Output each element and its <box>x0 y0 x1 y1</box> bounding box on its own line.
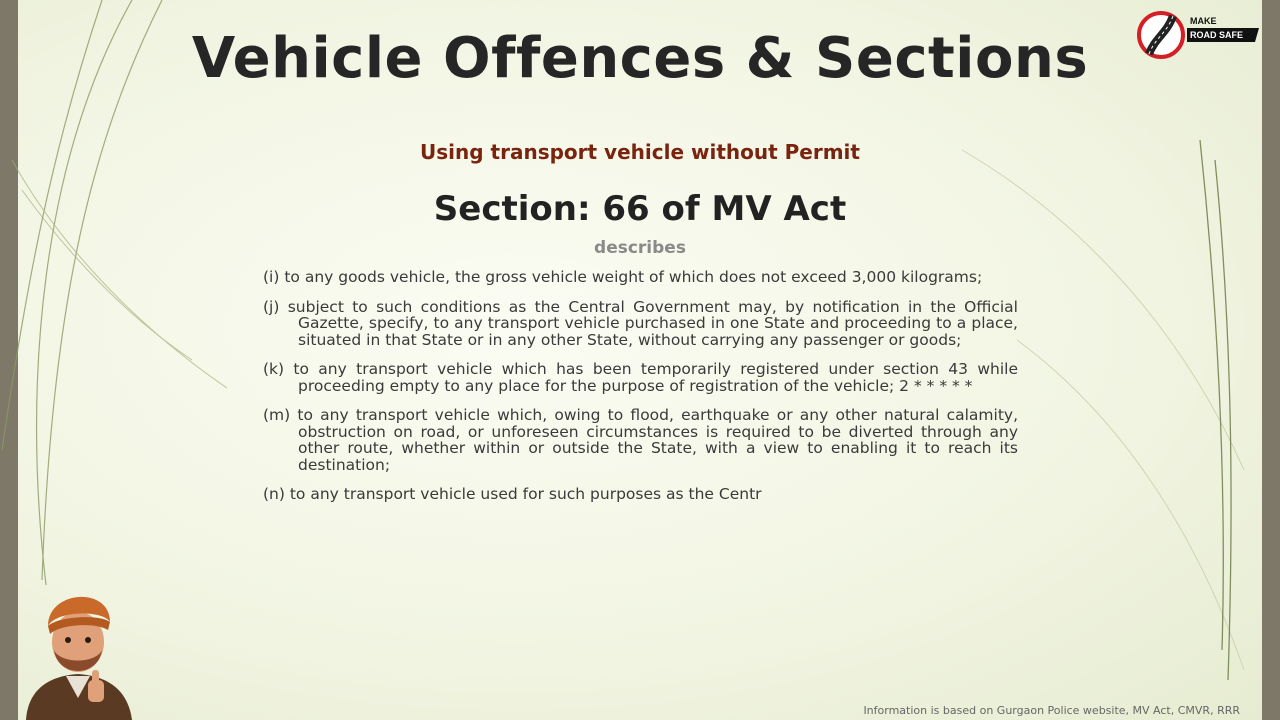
clause-i: (i) to any goods vehicle, the gross vehicle weight of which does not exceed 3,000 kilograms; <box>263 268 983 286</box>
clause-j: (j) subject to such conditions as the Central Government may, by notification in the Official Gazette, specify, to any transport vehicle purchased in one State and proceeding to a place, situated in that State or in any other State, without carrying any passenger or goods; <box>263 297 1018 349</box>
footer-source-note: Information is based on Gurgaon Police website, MV Act, CMVR, RRR <box>863 704 1240 717</box>
offence-subtitle: Using transport vehicle without Permit <box>420 140 860 164</box>
logo-text-road-safe: ROAD SAFE <box>1190 30 1244 40</box>
clause-m: (m) to any transport vehicle which, owing to flood, earthquake or any other natural calamity, obstruction on road, or unforeseen circumstances is required to be diverted through any other route, whether within or outside the State, with a view to enabling it to reach its destination; <box>263 406 1018 474</box>
page-title: Vehicle Offences & Sections <box>191 26 1089 91</box>
clause-k: (k) to any transport vehicle which has been temporarily registered under section 43 while proceeding empty to any place for the purpose of registration of the vehicle; 2 * * * * * <box>263 360 1018 395</box>
logo-text-make: MAKE <box>1190 16 1217 26</box>
mascot-thumbs-up-icon <box>18 580 138 720</box>
clause-list <box>263 269 1018 516</box>
clause-n: (n) to any transport vehicle used for such purposes as the Centr <box>263 485 762 503</box>
describes-label: describes <box>594 238 686 258</box>
section-heading: Section: 66 of MV Act <box>433 189 847 229</box>
